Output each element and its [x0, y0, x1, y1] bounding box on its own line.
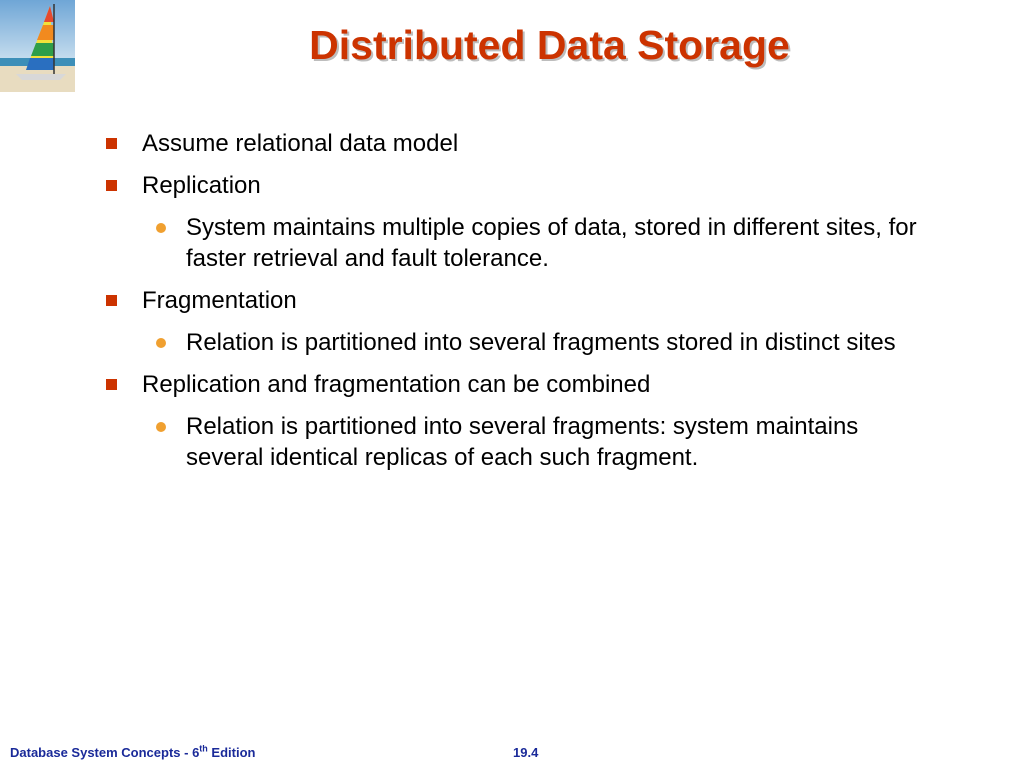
bullet-text: Replication — [142, 172, 261, 199]
bullet-text: Relation is partitioned into several fragments: system maintains several identical replicas of each such fragment. — [186, 413, 859, 471]
square-bullet-icon — [106, 138, 117, 149]
square-bullet-icon — [106, 379, 117, 390]
bullet-item — [104, 128, 924, 159]
round-bullet-icon — [156, 223, 166, 233]
page-number: 19.4 — [513, 745, 539, 760]
sailboat-logo — [0, 0, 75, 92]
bullet-item — [104, 285, 924, 316]
sub-bullet-item — [104, 411, 924, 473]
bullet-text: Relation is partitioned into several fragments stored in distinct sites — [186, 329, 896, 356]
bullet-text: System maintains multiple copies of data, stored in different sites, for faster retrieval and fault tolerance. — [186, 214, 917, 272]
square-bullet-icon — [106, 180, 117, 191]
bullet-text: Replication and fragmentation can be combined — [142, 371, 651, 398]
square-bullet-icon — [106, 295, 117, 306]
bullet-item — [104, 170, 924, 201]
sub-bullet-item — [104, 327, 924, 358]
bullet-list — [104, 128, 924, 484]
bullet-item — [104, 369, 924, 400]
round-bullet-icon — [156, 422, 166, 432]
round-bullet-icon — [156, 338, 166, 348]
sub-bullet-item — [104, 212, 924, 274]
slide-title: Distributed Data Storage — [309, 22, 790, 68]
bullet-text: Assume relational data model — [142, 130, 459, 157]
bullet-text: Fragmentation — [142, 287, 297, 314]
footer-book-title: Database System Concepts - 6th Edition — [10, 743, 256, 760]
